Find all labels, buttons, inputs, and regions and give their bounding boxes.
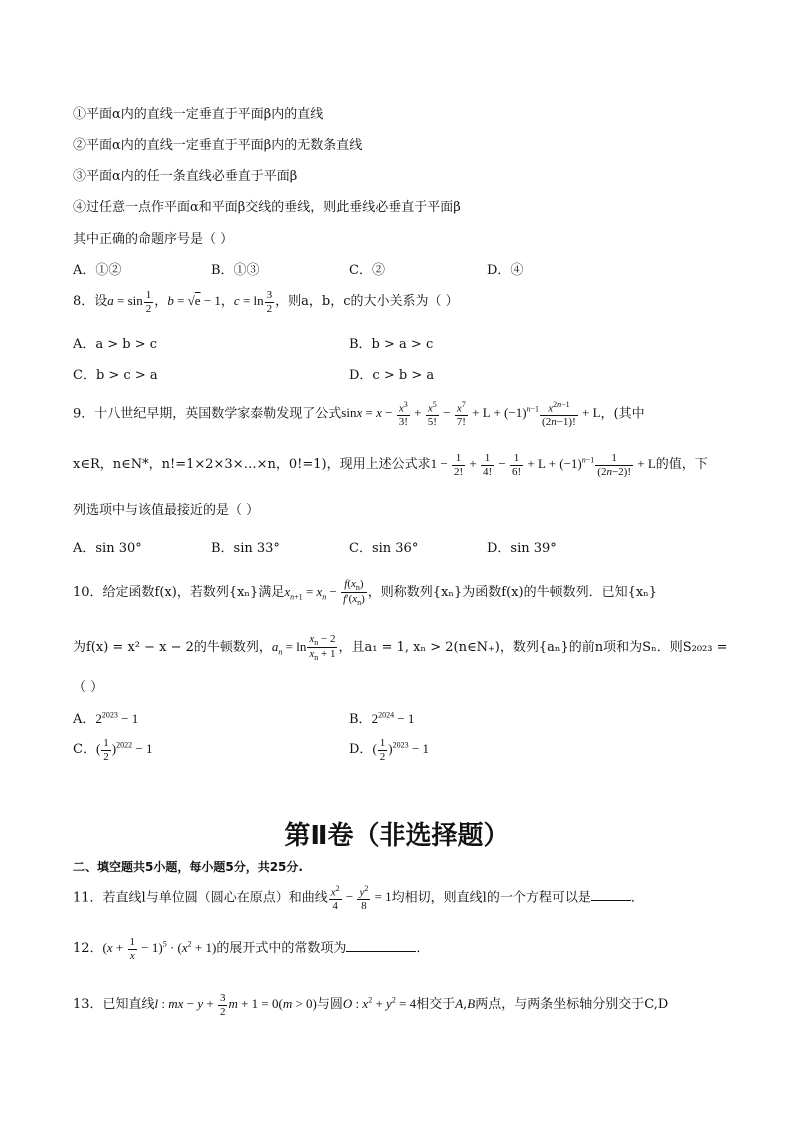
q12: 12．(x + $\frac{1}{x}$ − $1)^5 \cdot (x^2 + 1)$的展开式中的常数项为 ． [73,936,430,962]
statement-4: ④过任意一点作平面α和平面β交线的垂线，则此垂线必垂直于平面β [73,200,461,215]
q13-expression: l : mx − y + $\frac{3}{2}$ m + 1 = 0(m > 0) [154,992,317,1018]
q8-option-b: B．b > a > c [349,337,434,352]
q7-option-a: A．①② [73,263,122,278]
statement-2: ②平面α内的直线一定垂直于平面β内的无数条直线 [73,138,363,153]
q9-line-3: 列选项中与该值最接近的是（ ） [73,503,260,518]
section-title: 第Ⅱ卷（非选择题） [284,821,510,851]
q7-option-d: D．④ [487,263,524,278]
q7-question: 其中正确的命题序号是（ ） [73,232,234,247]
q10-an-formula: $a_n = \ln$ $\frac{x_n - 2}{x_n + 1}$ [271,633,336,663]
q10-line-2: 为f(x) = x² − x − 2的牛顿数列，$a_n = \ln$ $\frac{x_n - 2}{x_n + 1}$ ，且a₁ = 1, xₙ > 2(n∈N₊)，数列{aₙ}的前n项和为Sₙ．则S₂₀₂₃ = [73,633,728,663]
q10-newton-formula: $x_{n+1} = x_n$ − $\frac{f(x_n)}{f'(x_n)}$ [284,578,365,608]
q10-option-d: D．( $\frac{1}{2}$ )$^{2023}$ − 1 [349,737,429,763]
q11-hyperbola: $\frac{x^2}{4}$ − $\frac{y^2}{8}$ = 1 [330,884,392,913]
q9-line-1: 9．十八世纪早期，英国数学家泰勒发现了公式sinx = x − $\frac{x^3}{3!}$ + $\frac{x^5}{5!}$ − $\frac{x^7}{7!}$ + $L + (-1)^{n-1}$ $\frac{x^{2n-1}}{(2n-1)!}$ + L，(其中 [73,400,645,429]
q10-option-b: B．$2^{2024} - 1$ [349,710,415,727]
q10-line-1: 10．给定函数f(x)，若数列{xₙ}满足$x_{n+1} = x_n$ − $\frac{f(x_n)}{f'(x_n)}$ ，则称数列{xₙ}为函数f(x)的牛顿数列．已知{xₙ} [73,578,658,608]
statement-1: ①平面α内的直线一定垂直于平面β内的直线 [73,107,324,122]
q10-line-3: （ ） [73,680,104,695]
q9-series: 1 − $\frac{1}{2!}$ + $\frac{1}{4!}$ − $\frac{1}{6!}$ + $L + (-1)^{n-1}$ $\frac{1}{(2n-2)!}$ + L [430,452,656,478]
q10-option-c: C．( $\frac{1}{2}$ )$^{2022}$ − 1 [73,737,153,763]
q9-line-2: x∈R，n∈N*，n!=1×2×3×…×n，0!=1)，现用上述公式求1 − $\frac{1}{2!}$ + $\frac{1}{4!}$ − $\frac{1}{6!}$ + $L + (-1)^{n-1}$ $\frac{1}{(2n-2)!}$ + L的值，下 [73,452,708,478]
q11-answer-blank[interactable] [591,900,631,901]
q12-answer-blank[interactable] [346,951,416,952]
statement-3: ③平面α内的任一条直线必垂直于平面β [73,169,298,184]
q9-option-c: C．sin 36° [349,541,419,556]
q9-option-a: A．sin 30° [73,541,142,556]
q8-option-d: D．c > b > a [349,368,435,383]
q8-stem: 8．设a = sin $\frac{1}{2}$ ，b = √e − 1，c = ln $\frac{3}{2}$ ，则a，b，c的大小关系为（ ） [73,289,459,315]
q8-option-c: C．b > c > a [73,368,158,383]
q7-option-c: C．② [349,263,385,278]
q8-option-a: A．a > b > c [73,337,158,352]
q11: 11．若直线l与单位圆（圆心在原点）和曲线 $\frac{x^2}{4}$ − $\frac{y^2}{8}$ = 1均相切，则直线l的一个方程可以是 ． [73,884,644,913]
q9-taylor-formula: sinx = x − $\frac{x^3}{3!}$ + $\frac{x^5}{5!}$ − $\frac{x^7}{7!}$ + $L + (-1)^{n-1}$ $\frac{x^{2n-1}}{(2n-1)!}$ + L [341,400,601,429]
q9-option-b: B．sin 33° [211,541,280,556]
q8-expression: a = sin $\frac{1}{2}$ ，b = √e − 1，c = ln $\frac{3}{2}$ [107,289,273,315]
q9-option-d: D．sin 39° [487,541,557,556]
q7-option-b: B．①③ [211,263,260,278]
q10-option-a: A．$2^{2023} - 1$ [73,710,139,727]
q13: 13．已知直线l : mx − y + $\frac{3}{2}$ m + 1 = 0(m > 0)与圆O : $x^2 + y^2 = 4$相交于A,B两点，与两条坐标轴分别交于C,D [73,992,669,1018]
q12-expression: (x + $\frac{1}{x}$ − $1)^5 \cdot (x^2 + 1)$ [102,936,217,962]
section-instruction: 二、填空题共5小题，每小题5分，共25分. [73,860,303,874]
